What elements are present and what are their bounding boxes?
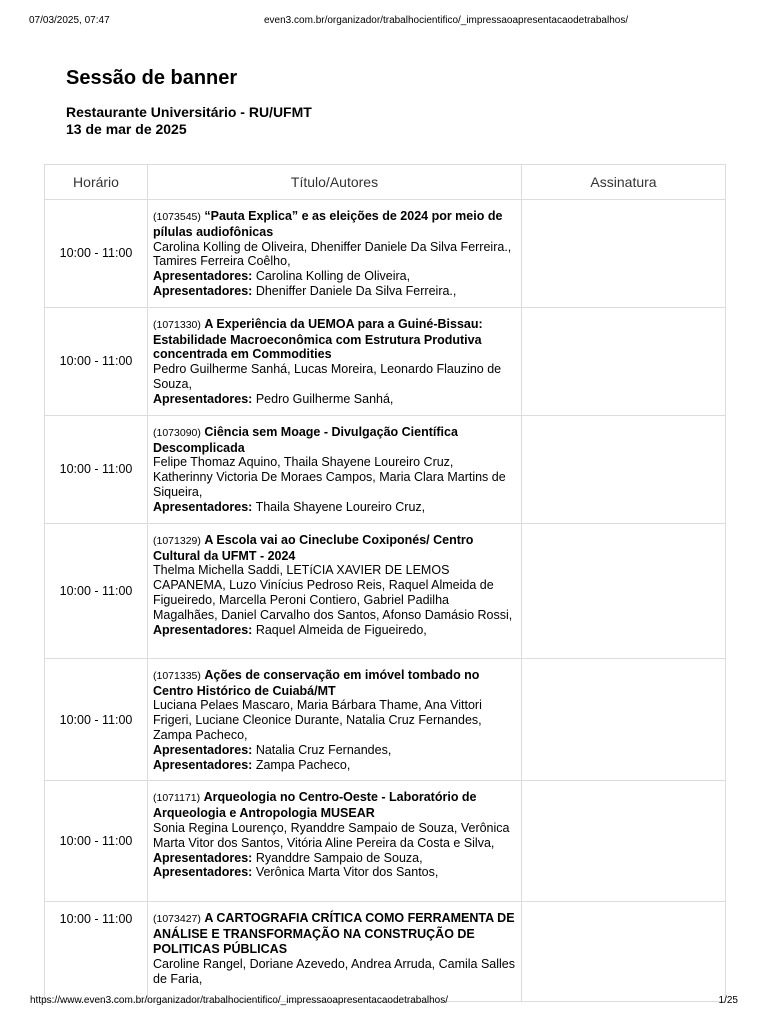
work-authors: Caroline Rangel, Doriane Azevedo, Andrea Arruda, Camila Salles de Faria, [153, 956, 516, 986]
row-work [148, 523, 522, 658]
header-signature: Assinatura [522, 165, 726, 200]
presenter-label: Apresentadores: [153, 391, 253, 406]
presenter-line [153, 623, 516, 638]
work-code: (1073090) [153, 426, 201, 439]
row-time: 10:00 - 11:00 [45, 307, 148, 415]
row-time: 10:00 - 11:00 [45, 781, 148, 902]
header-time: Horário [45, 165, 148, 200]
work-authors: Sonia Regina Lourenço, Ryanddre Sampaio de Souza, Verônica Marta Vitor dos Santos, Vitória Aline Pereira da Costa e Silva, [153, 820, 510, 850]
presenter-line [153, 284, 516, 299]
row-time: 10:00 - 11:00 [45, 658, 148, 781]
row-time: 10:00 - 11:00 [45, 200, 148, 308]
table-row [45, 307, 726, 415]
presenter-name: Ryanddre Sampaio de Souza, [255, 850, 423, 865]
work-title: A CARTOGRAFIA CRÍTICA COMO FERRAMENTA DE ANÁLISE E TRANSFORMAÇÃO NA CONSTRUÇÃO DE POLITICAS PÚBLICAS [153, 911, 515, 956]
row-work [148, 200, 522, 308]
work-title: A Experiência da UEMOA para a Guiné-Bissau: Estabilidade Macroeconômica com Estrutura Produtiva concentrada em Commodities [153, 316, 483, 362]
work-title: A Escola vai ao Cineclube Coxiponés/ Centro Cultural da UFMT - 2024 [153, 532, 474, 563]
footer-url: https://www.even3.com.br/organizador/trabalhocientifico/_impressaoapresentacaodetrabalhos/ [30, 995, 449, 1006]
presenter-name: Pedro Guilherme Sanhá, [255, 391, 394, 406]
presenter-line [153, 743, 516, 758]
work-code: (1073427) [153, 913, 201, 926]
work-title: “Pauta Explica” e as eleições de 2024 por meio de pílulas audiofônicas [153, 209, 503, 239]
presenter-line [153, 500, 516, 515]
page-title: Sessão de banner [66, 67, 238, 89]
table-row [45, 781, 726, 902]
presenter-line [153, 758, 516, 773]
signature-cell [522, 415, 726, 523]
table-row [45, 658, 726, 781]
venue-name: Restaurante Universitário - RU/UFMT [66, 104, 312, 120]
signature-cell [522, 781, 726, 902]
presenter-line [153, 865, 516, 880]
presenter-label: Apresentadores: [153, 742, 253, 757]
presenter-label: Apresentadores: [153, 865, 253, 880]
presenter-line [153, 269, 516, 284]
presenter-name: Zampa Pacheco, [255, 757, 351, 772]
table-body [45, 200, 726, 1002]
presenter-name: Dheniffer Daniele Da Silva Ferreira., [255, 283, 457, 298]
work-code: (1071329) [153, 534, 201, 547]
table-row [45, 415, 726, 523]
work-authors: Felipe Thomaz Aquino, Thaila Shayene Loureiro Cruz, Katherinny Victoria De Moraes Campos, Maria Clara Martins de Siqueira, [153, 455, 506, 499]
session-info [66, 104, 312, 138]
schedule-table [44, 164, 726, 1002]
signature-cell [522, 523, 726, 658]
presenter-label: Apresentadores: [153, 269, 253, 284]
signature-cell [522, 658, 726, 781]
presenter-line [153, 851, 516, 866]
work-title: Ciência sem Moage - Divulgação Científica Descomplicada [153, 424, 458, 455]
work-code: (1071335) [153, 669, 201, 682]
presenter-name: Verônica Marta Vitor dos Santos, [255, 865, 439, 880]
row-time: 10:00 - 11:00 [45, 902, 148, 1002]
signature-cell [522, 902, 726, 1002]
work-authors: Luciana Pelaes Mascaro, Maria Bárbara Thame, Ana Vittori Frigeri, Luciane Cleonice Durante, Natalia Cruz Fernandes, Zampa Pacheco, [153, 698, 482, 742]
table-row [45, 902, 726, 1002]
work-code: (1071330) [153, 318, 201, 331]
presenter-line [153, 392, 516, 407]
page-number: 1/25 [718, 995, 738, 1006]
work-title: Arqueologia no Centro-Oeste - Laboratório de Arqueologia e Antropologia MUSEAR [153, 790, 477, 821]
work-code: (1073545) [153, 211, 201, 223]
row-work [148, 415, 522, 523]
session-date: 13 de mar de 2025 [66, 121, 187, 137]
table-header-row [45, 165, 726, 200]
signature-cell [522, 200, 726, 308]
row-work [148, 307, 522, 415]
presenter-label: Apresentadores: [153, 850, 253, 865]
presenter-name: Raquel Almeida de Figueiredo, [255, 622, 427, 637]
work-code: (1071171) [153, 792, 201, 805]
work-authors: Pedro Guilherme Sanhá, Lucas Moreira, Leonardo Flauzino de Souza, [153, 362, 502, 391]
row-time: 10:00 - 11:00 [45, 415, 148, 523]
header-title-authors: Título/Autores [148, 165, 522, 200]
print-url: even3.com.br/organizador/trabalhocientifico/_impressaoapresentacaodetrabalhos/ [264, 15, 629, 26]
row-work [148, 902, 522, 1002]
print-header [0, 14, 768, 28]
table-row [45, 523, 726, 658]
row-time: 10:00 - 11:00 [45, 523, 148, 658]
presenter-name: Carolina Kolling de Oliveira, [255, 269, 411, 284]
presenter-name: Thaila Shayene Loureiro Cruz, [255, 499, 426, 514]
presenter-label: Apresentadores: [153, 757, 253, 772]
work-authors: Thelma Michella Saddi, LETíCIA XAVIER DE LEMOS CAPANEMA, Luzo Vinícius Pedroso Reis, Raquel Almeida de Figueiredo, Marcella Peroni Contiero, Gabriel Padilha Magalhães, Daniel Carvalho dos Santos, Afonso Damásio Rossi, [153, 563, 513, 622]
signature-cell [522, 307, 726, 415]
presenter-label: Apresentadores: [153, 283, 253, 298]
presenter-name: Natalia Cruz Fernandes, [255, 742, 392, 757]
work-authors: Carolina Kolling de Oliveira, Dheniffer Daniele Da Silva Ferreira., Tamires Ferreira Coêlho, [153, 239, 512, 269]
print-footer [0, 994, 768, 1008]
row-work [148, 658, 522, 781]
print-datetime: 07/03/2025, 07:47 [29, 15, 110, 26]
work-title: Ações de conservação em imóvel tombado no Centro Histórico de Cuiabá/MT [153, 667, 480, 698]
presenter-label: Apresentadores: [153, 622, 253, 637]
row-work [148, 781, 522, 902]
table-row [45, 200, 726, 308]
presenter-label: Apresentadores: [153, 499, 253, 514]
